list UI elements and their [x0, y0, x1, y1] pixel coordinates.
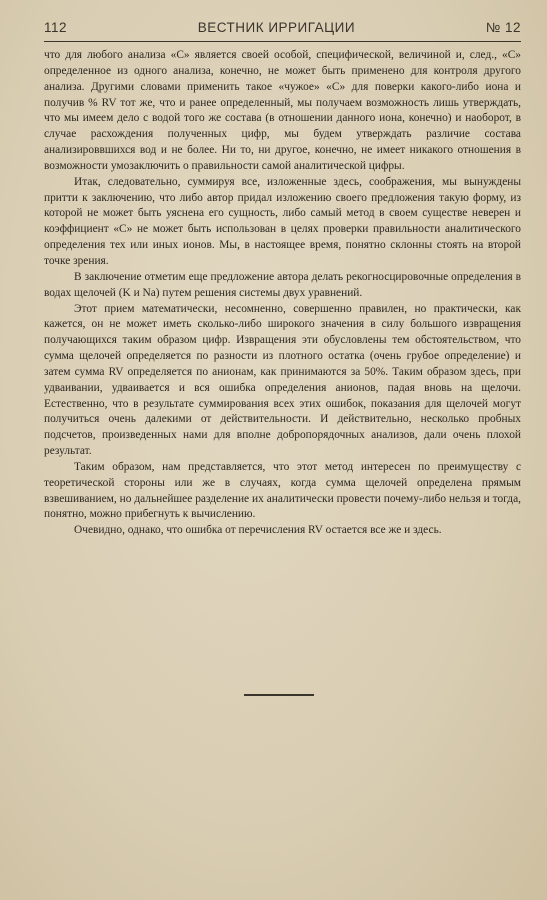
paragraph: Таким образом, нам представляется, что этот метод интересен по преимуществу с теоретической стороны или же в случаях, когда сумма щелочей определена прямым взвешиванием, но дальнейшее разделение их аналитически провести почему-либо нельзя и тогда, понятно, можно прибегнуть к вычислению. — [44, 460, 521, 521]
paragraph: Этот прием математически, несомненно, совершенно правилен, но практически, как кажется, он не может иметь сколько-либо широкого значения в силу большого извращения получающихся таким образом цифр. Извращения эти обусловлены тем обстоятельством, что сумма щелочей определяется по разности из плотного остатка (очень грубое определение) и затем сумма RV определяется по анионам, как принимаются за 50%. Таким образом здесь, при удваивании, удваивается и вся ошибка определения анионов, падая вновь на щелочи. Естественно, что в результате суммирования всех этих ошибок, показания для щелочей могут получиться очень далекими от действительности. И действительно, несколько пробных подсчетов, произведенных нами для вполне добропорядочных анализов, дали очень плохой результат. — [44, 302, 521, 458]
article-body — [44, 48, 521, 539]
paragraph: В заключение отметим еще предложение автора делать рекогносцировочные определения в водах щелочей (K и Na) путем решения системы двух уравнений. — [44, 270, 521, 299]
header-rule — [44, 41, 521, 42]
issue-number: № 12 — [485, 20, 521, 35]
paragraph: что для любого анализа «С» является своей особой, специфической, величиной и, след., «С» определенное из одного анализа, конечно, не может быть применено для контроля другого анализа. Другими словами применить такое «чужое» «С» для поверки какого-либо иона и получив % RV тот же, что и ранее определенный, мы получаем возможность лишь утверждать, что мы имеем дело с водой того же состава (в отношении данного иона, конечно) и наоборот, в случае расхождения полученных цифр, мы будем утверждать различие состава анализироввшихся вод и не более. Ни то, ни другое, конечно, не имеет никакого отношения в возможности умозаключить о правильности самой аналитической цифры. — [44, 49, 521, 172]
page-number: 112 — [44, 20, 68, 35]
journal-title: ВЕСТНИК ИРРИГАЦИИ — [197, 20, 356, 35]
paragraph: Итак, следовательно, суммируя все, изложенные здесь, соображения, мы вынуждены притти к заключению, что либо автор придал изложению своего предложения такую форму, из которой не может быть уяснена его сущность, либо самый метод в своем существе неверен и коэффициент «С» не может быть использован в целях проверки правильности аналитического определения тех или иных ионов. Мы, в настоящее время, понятно склонны стоять на второй точке зрения. — [44, 175, 521, 267]
running-header — [44, 20, 521, 35]
end-of-article-rule — [244, 694, 314, 696]
paragraph: Очевидно, однако, что ошибка от перечисления RV остается все же и здесь. — [74, 524, 442, 537]
